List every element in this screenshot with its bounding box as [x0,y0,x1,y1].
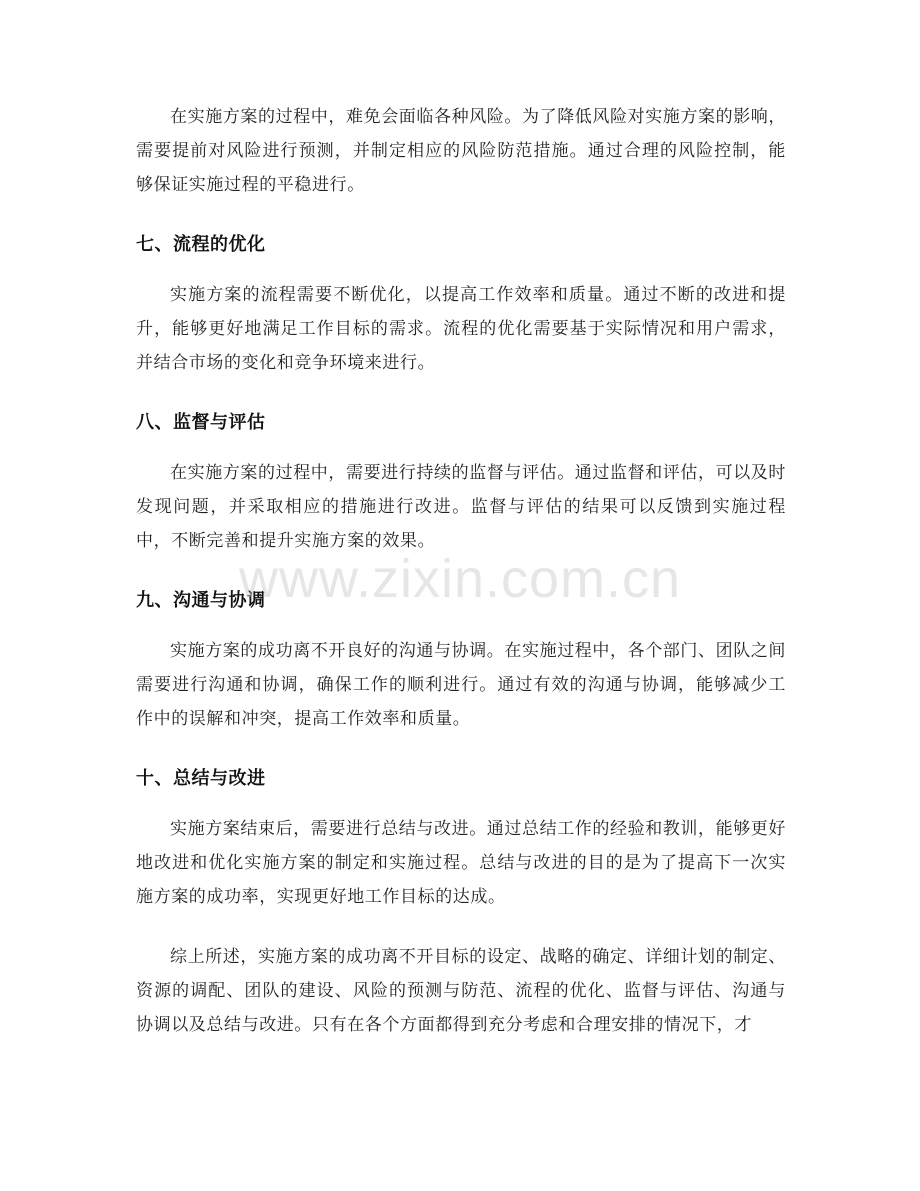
heading-summary-improvement: 十、总结与改进 [136,768,266,789]
heading-communication-coordination: 九、沟通与协调 [136,590,266,611]
heading-process-optimization: 七、流程的优化 [136,234,266,255]
heading-supervision-evaluation: 八、监督与评估 [136,412,266,433]
paragraph-summary-improvement: 实施方案结束后，需要进行总结与改进。通过总结工作的经验和教训，能够更好地改进和优化实施方案的制定和实施过程。总结与改进的目的是为了提高下一次实施方案的成功率，实现更好地工作目标的达成。 [136,819,786,907]
paragraph-supervision-evaluation: 在实施方案的过程中，需要进行持续的监督与评估。通过监督和评估，可以及时发现问题，并采取相应的措施进行改进。监督与评估的结果可以反馈到实施过程中，不断完善和提升实施方案的效果。 [136,463,786,551]
watermark: www.zixin.com.cn [238,549,682,609]
paragraph-conclusion: 综上所述，实施方案的成功离不开目标的设定、战略的确定、详细计划的制定、资源的调配、团队的建设、风险的预测与防范、流程的优化、监督与评估、沟通与协调以及总结与改进。只有在各个方面都得到充分考虑和合理安排的情况下，才 [136,947,786,1035]
paragraph-risk-control: 在实施方案的过程中，难免会面临各种风险。为了降低风险对实施方案的影响，需要提前对风险进行预测，并制定相应的风险防范措施。通过合理的风险控制，能够保证实施过程的平稳进行。 [136,107,786,195]
paragraph-process-optimization: 实施方案的流程需要不断优化，以提高工作效率和质量。通过不断的改进和提升，能够更好地满足工作目标的需求。流程的优化需要基于实际情况和用户需求，并结合市场的变化和竞争环境来进行。 [136,285,786,373]
paragraph-communication-coordination: 实施方案的成功离不开良好的沟通与协调。在实施过程中，各个部门、团队之间需要进行沟通和协调，确保工作的顺利进行。通过有效的沟通与协调，能够减少工作中的误解和冲突，提高工作效率和质量。 [136,641,786,729]
document-body [136,100,786,1042]
